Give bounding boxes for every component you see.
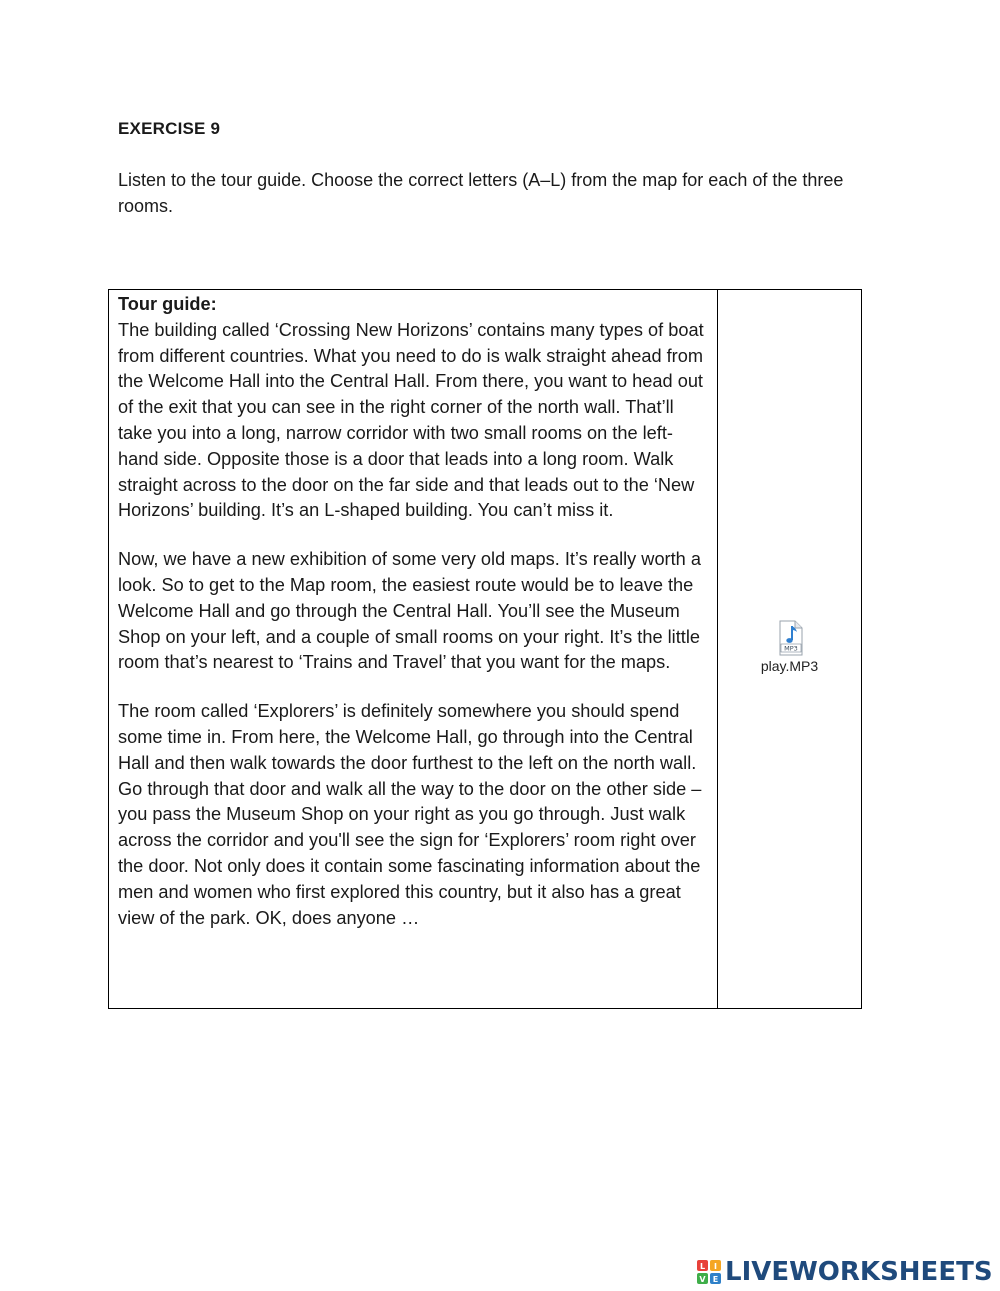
mp3-file-icon[interactable] xyxy=(773,620,807,656)
transcript-paragraph-3: The room called ‘Explorers’ is definitely somewhere you should spend some time in. From here, the Welcome Hall, go through into the Central Hall and then walk towards the door furthest to the left on the north wall. Go through that door and walk all the way to the door on the other side – you pass the Museum Shop on your right as you go through. Just walk across the corridor and you'll see the sign for ‘Explorers’ room right over the door. Not only does it contain some fascinating information about the men and women who first explored this country, but it also has a great view of the park. OK, does anyone … xyxy=(118,701,702,928)
liveworksheets-logo xyxy=(696,1257,993,1287)
speaker-label: Tour guide: xyxy=(118,294,217,314)
transcript-cell xyxy=(109,290,718,1008)
transcript-table xyxy=(108,289,862,1009)
logo-tiles-icon xyxy=(696,1259,722,1285)
logo-tile-letter-4: E xyxy=(712,1275,719,1284)
audio-file-name[interactable]: play.MP3 xyxy=(760,658,819,674)
exercise-title: EXERCISE 9 xyxy=(118,119,221,138)
logo-tile-letter-3: V xyxy=(699,1275,706,1284)
logo-text: LIVEWORKSHEETS xyxy=(725,1257,993,1287)
mp3-badge-text: MP3 xyxy=(783,644,798,653)
mp3-play-attachment[interactable] xyxy=(718,620,861,674)
transcript-paragraph-1: The building called ‘Crossing New Horizons’ contains many types of boat from different countries. What you need to do is walk straight ahead from the Welcome Hall into the Central Hall. From there, you want to head out of the exit that you can see in the right corner of the north wall. That’ll take you into a long, narrow corridor with two small rooms on the left-hand side. Opposite those is a door that leads into a long room. Walk straight across to the door on the far side and that leads out to the ‘New Horizons’ building. It’s an L-shaped building. You can’t miss it. xyxy=(118,319,704,521)
logo-tile-letter-2: I xyxy=(714,1262,717,1271)
transcript-paragraph-2: Now, we have a new exhibition of some very old maps. It’s really worth a look. So to get to the Map room, the easiest route would be to leave the Welcome Hall and go through the Central Hall. You’ll see the Museum Shop on your left, and a couple of small rooms on your right. It’s the little room that’s nearest to ‘Trains and Travel’ that you want for the maps. xyxy=(118,549,701,673)
logo-tile-letter-1: L xyxy=(699,1262,706,1271)
exercise-instructions: Listen to the tour guide. Choose the correct letters (A–L) from the map for each of the three rooms. xyxy=(118,170,844,216)
audio-cell xyxy=(718,290,861,1008)
